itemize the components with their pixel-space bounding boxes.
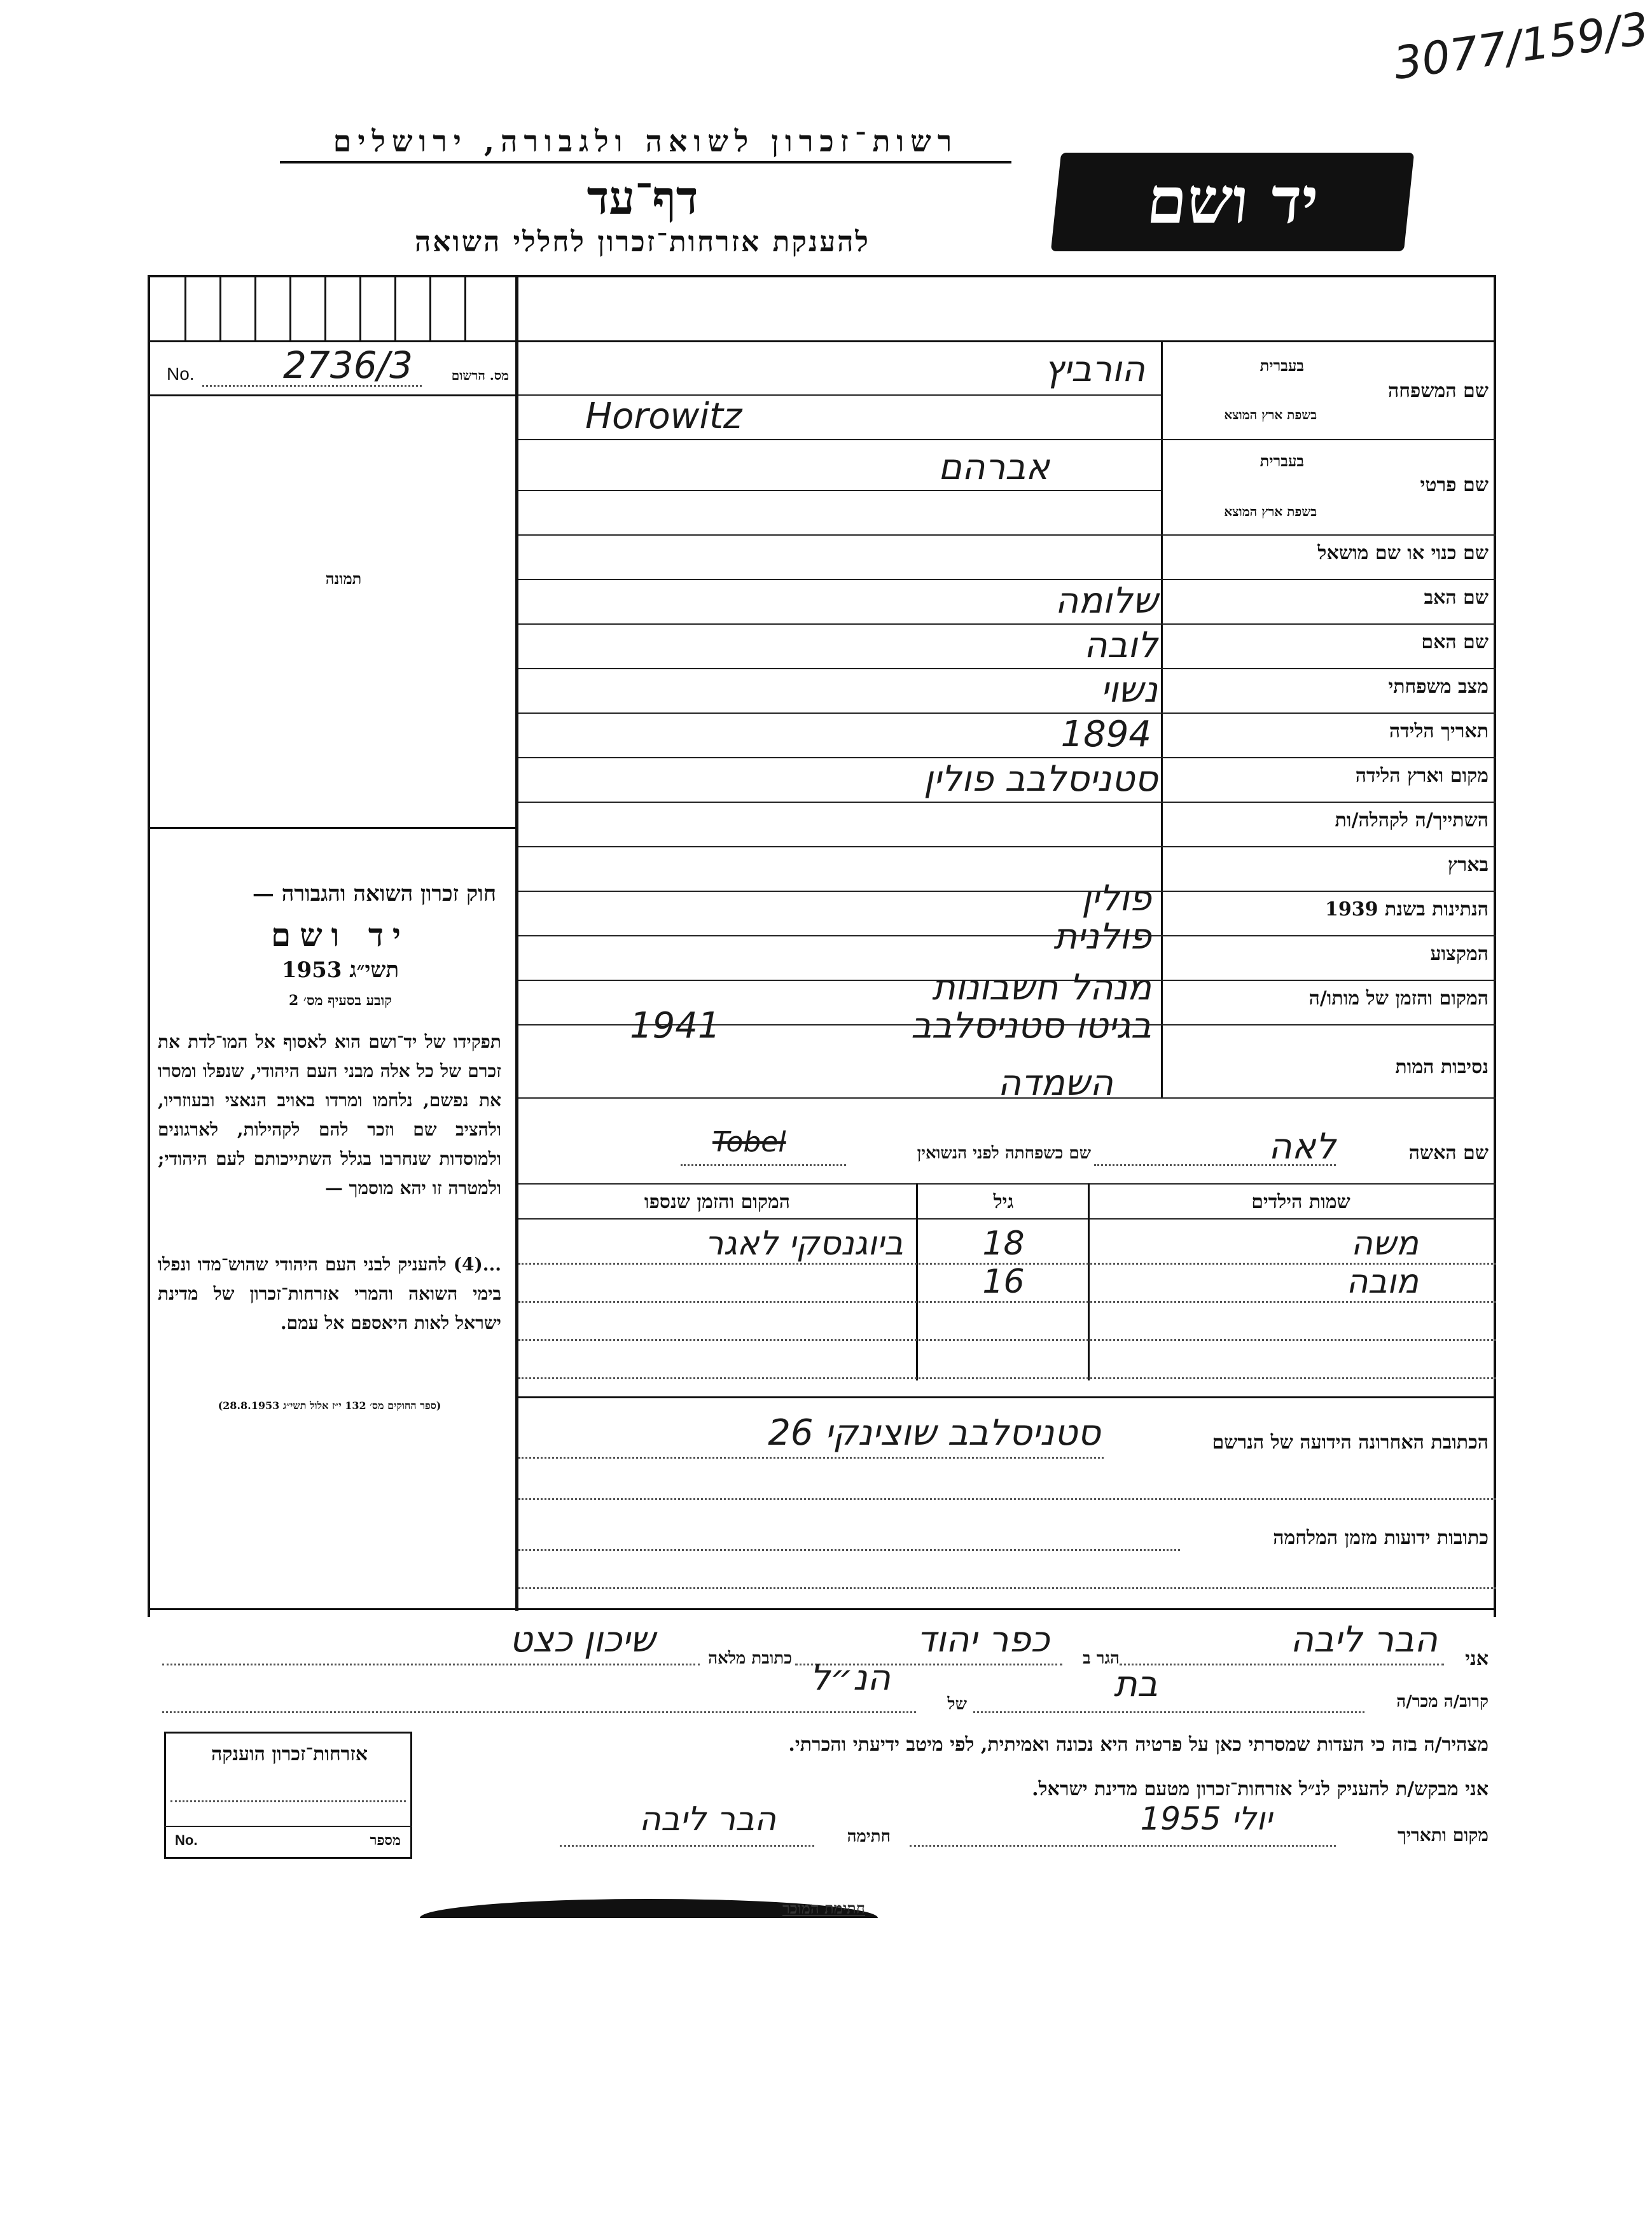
death-place-value: בגיטו סטניסלבב [911,1005,1151,1046]
mother-name-value: לובה [1083,625,1158,666]
last-address-value: סטניסלבב שוצינקי 26 [768,1412,1100,1454]
family-name-hebrew-value: הורביץ [1044,349,1145,390]
mother-name-label: שם האם [1421,631,1489,653]
declarant-address-value: שיכון כצט [509,1619,655,1660]
family-name-hebrew-sublabel: בעברית [1260,356,1304,375]
yad-vashem-logo: יד ושם [1051,153,1414,251]
child-1-age: 18 [982,1225,1025,1263]
law-text-1: תפקידו של יד־ושם הוא לאסוף אל המו־לדת את זכרם של כל אלה מבני העם היהודי, שנפלו ומסרו את נפשם, נלחמו ומרדו באויב הנאצי ובעוזריו, ולהציב שם וזכר להם לקהילות, לארגונים ולמוסדות שנחרבו בגלל השתייכותם לעם היהודי; ולמטרה זו יהא מוסמך — [158,1031,501,1199]
citizenship-1939-value: פולנית [1053,916,1151,957]
death-circumstances-value: השמדה [997,1062,1113,1104]
law-text-2: ...(4) להעניק לבני העם היהודי שהוש־מדו ונפלו בימי השואה והמרי אזרחות־זכרון של מדינת ישראל לאות היאספם אל עמם. [158,1254,501,1333]
registration-label: מס. הרשום [451,368,509,383]
wife-maiden-name-value: Tobel [712,1126,786,1158]
children-names-header: שמות הילדים [1251,1191,1350,1213]
registration-no-label: No. [167,364,195,384]
law-clause: קובע בסעיף מס׳ 2 [288,992,392,1009]
child-1-name: משה [1350,1225,1419,1263]
child-2-name: מובה [1346,1263,1419,1301]
declaration-text-1: מצהיר/ה בזה כי העדות שמסרתי כאן על פרטיה היא נכונה ואמיתית, לפי מיטב ידיעתי והכרתי. [788,1734,1489,1756]
law-name: יד ושם [271,916,410,954]
authority-name: רשות־זכרון לשואה ולגבורה, ירושלים [280,124,1011,163]
child-2-age: 16 [982,1263,1025,1301]
community-label: השתייך/ה לקהלה/ות [1335,809,1489,831]
relationship-of-label: של [947,1695,967,1714]
citizenship-box-title: אזרחות־זכרון הוענקה [211,1743,368,1765]
place-date-label: מקום ותאריך [1397,1824,1489,1845]
children-place-header: המקום והזמן שנספו [644,1191,791,1213]
place-date-value: יולי 1955 [1140,1800,1272,1837]
profession-label: המקצוע [1430,943,1489,965]
country-label: בארץ [1447,854,1489,876]
relationship-of-value: הנ״ל [810,1657,891,1699]
wife-name-label: שם האשה [1408,1142,1489,1164]
country-value: פולין [1081,878,1151,919]
family-name-origin-sublabel: בשפת ארץ המוצא [1224,407,1317,422]
form-subtitle: להענקת אזרחות־זכרון לחללי השואה [414,226,870,258]
law-citation: (ספר החוקים מס׳ 132 י״ז אלול תשי״ג 28.8.1953) [218,1400,441,1412]
birth-place-value: סטניסלבב פולין [923,758,1158,800]
citizenship-box-no-label: No. [175,1832,198,1848]
declarant-resident-value: כפר יהוד [917,1619,1050,1660]
birth-place-label: מקום וארץ הלידה [1355,765,1489,787]
children-age-header: גיל [993,1191,1014,1213]
child-1-place: ביוגנסקי לאגר [705,1225,903,1263]
birth-date-label: תאריך הלידה [1389,720,1489,742]
family-name-origin-value: Horowitz [585,396,742,437]
law-title: חוק זכרון השואה והגבורה — [252,881,496,907]
citizenship-box-number-label: מספר [370,1832,401,1849]
wife-maiden-name-label: שם כשפחתה לפני הנשואין [917,1144,1091,1163]
photo-placeholder-label: תמונה [325,569,362,588]
declaration-text-2: אני מבקש/ת להעניק לנ״ל אזרחות־זכרון מטעם מדינת ישראל. [1032,1778,1489,1800]
relationship-label: קרוב/ה מכר/ה [1396,1692,1489,1711]
signature-value: הבר ליבה [639,1800,776,1838]
death-place-time-label: המקום והזמן של מותו/ה [1308,987,1489,1010]
corner-annotation: 3077/159/3 [1390,2,1652,90]
father-name-label: שם האב [1424,587,1489,609]
law-year: תשי״ג 1953 [281,957,399,983]
marital-status-label: מצב משפחתי [1388,676,1489,698]
nickname-label: שם כנוי או שם מושאל [1317,542,1489,564]
death-circumstances-label: נסיבות המות [1395,1056,1489,1078]
profession-value: מנהל חשבונות [931,967,1151,1008]
last-address-label: הכתובת האחרונה הידועה של הנרשם [1212,1431,1489,1454]
registration-number: 2736/3 [283,344,413,387]
first-name-label: שם פרטי [1420,474,1489,496]
first-name-hebrew-value: אברהם [938,447,1050,488]
form-title: דף־עד [587,170,698,225]
citizenship-1939-label: הנתינות בשנת 1939 [1324,898,1489,921]
declarant-address-label: כתובת מלאה [708,1649,792,1668]
first-name-origin-sublabel: בשפת ארץ המוצא [1224,504,1317,519]
wife-name-value: לאה [1268,1126,1336,1167]
declarant-ani-label: אני [1465,1648,1489,1670]
death-year-value: 1941 [630,1005,721,1046]
wartime-address-label: כתובות ידועות מזמן המלחמה [1273,1527,1489,1549]
signature-label: חתימה [847,1827,891,1846]
clerk-signature-label: חתימת המוכר [782,1899,865,1917]
marital-status-value: נשוי [1100,669,1158,711]
father-name-value: שלומה [1055,580,1158,622]
declarant-name-value: הבר ליבה [1290,1619,1438,1660]
first-name-hebrew-sublabel: בעברית [1260,452,1304,470]
family-name-label: שם המשפחה [1387,380,1489,402]
declarant-resident-label: הגר ב [1083,1649,1120,1668]
relationship-value: בת [1113,1664,1158,1705]
birth-date-value: 1894 [1060,714,1151,755]
